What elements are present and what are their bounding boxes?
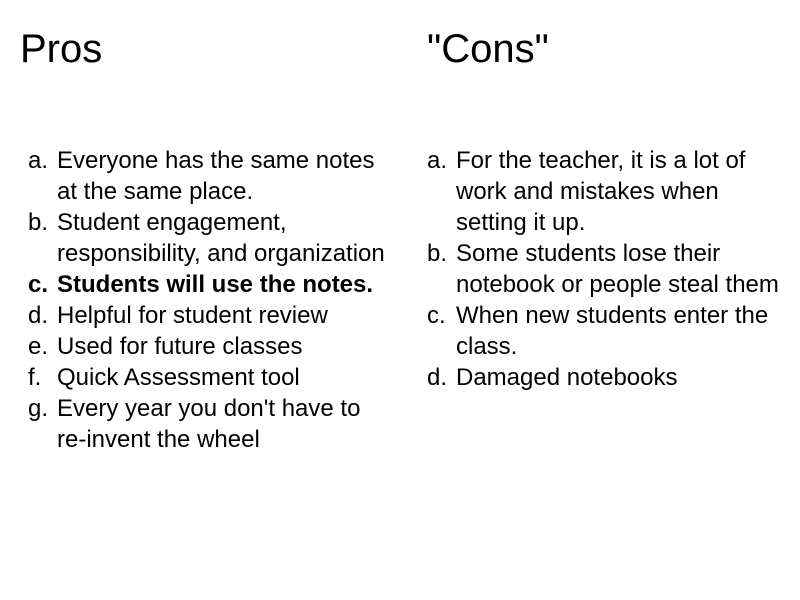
- list-marker: a.: [28, 147, 49, 174]
- list-item-text: Helpful for student review: [57, 302, 328, 329]
- pros-title: Pros: [20, 27, 103, 71]
- pros-item-d: [28, 300, 388, 331]
- list-item-text: Everyone has the same notes at the same place.: [57, 147, 375, 205]
- list-item-text: Damaged notebooks: [456, 364, 678, 391]
- cons-title: "Cons": [427, 27, 549, 71]
- cons-item-b: [427, 238, 782, 300]
- cons-item-a: [427, 145, 782, 238]
- list-item-text: Student engagement, responsibility, and organization: [57, 209, 385, 267]
- list-item-text: Used for future classes: [57, 333, 303, 360]
- pros-item-a: [28, 145, 388, 207]
- list-marker: c.: [427, 302, 446, 329]
- list-marker: b.: [427, 240, 448, 267]
- pros-item-f: [28, 362, 388, 393]
- list-marker: g.: [28, 395, 49, 422]
- cons-item-d: [427, 362, 782, 393]
- list-marker: f.: [28, 364, 42, 391]
- pros-item-c: [28, 269, 388, 300]
- pros-item-e: [28, 331, 388, 362]
- list-marker: d.: [427, 364, 448, 391]
- list-item-text: For the teacher, it is a lot of work and mistakes when setting it up.: [456, 147, 746, 236]
- cons-item-c: [427, 300, 782, 362]
- list-marker: d.: [28, 302, 49, 329]
- list-item-text: Quick Assessment tool: [57, 364, 300, 391]
- list-item-text: Students will use the notes.: [57, 271, 374, 298]
- list-item-text: Some students lose their notebook or people steal them: [456, 240, 779, 298]
- list-item-text: Every year you don't have to re-invent the wheel: [57, 395, 361, 453]
- list-marker: b.: [28, 209, 49, 236]
- list-marker: a.: [427, 147, 448, 174]
- list-item-text: When new students enter the class.: [456, 302, 769, 360]
- list-marker: e.: [28, 333, 49, 360]
- cons-list: [427, 145, 782, 393]
- list-marker: c.: [28, 271, 49, 298]
- pros-list: [28, 145, 388, 455]
- pros-item-g: [28, 393, 388, 455]
- pros-item-b: [28, 207, 388, 269]
